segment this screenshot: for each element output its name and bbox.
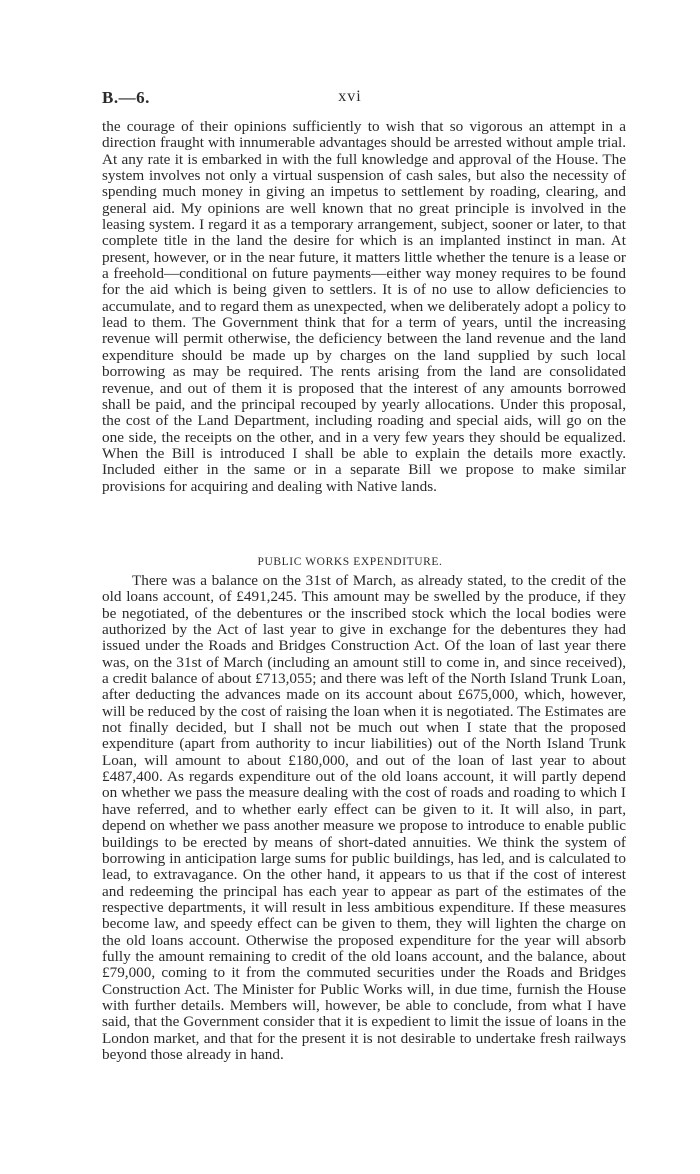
page-number: xvi (338, 88, 362, 105)
section-heading-public-works: PUBLIC WORKS EXPENDITURE. (257, 556, 443, 568)
paragraph-public-works: There was a balance on the 31st of March, as already stated, to the credit of the old loans account, of £491,245. This amount may be swelled by the produce, if they be negotiated, of the debentures or the inscribed stock which the local bodies were authorized by the Act of last year to give in exchange for the debentures they had issued under the Roads and Bridges Construction Act. Of the loan of last year there was, on the 31st of March (including an amount still to come in, and since received), a credit balance of about £713,055; and there was left of the North Island Trunk Loan, after deducting the advances made on its account about £675,000, which, however, will be reduced by the cost of raising the loan when it is negotiated. The Estimates are not finally decided, but I shall not be much out when I state that the proposed expenditure (apart from authority to incur liabilities) out of the North Island Trunk Loan, will amount to about £180,000, and out of the loan of last year to about £487,400. As regards expenditure out of the old loans account, it will partly depend on whether we pass the measure dealing with the cost of roads and roading to which I have referred, and to whether early effect can be given to it. It will also, in part, depend on whether we pass another measure we propose to introduce to enable public buildings to be erected by means of short-dated annuities. We think the system of borrowing in anticipation large sums for public buildings, has led, and is calculated to lead, to extravagance. On the other hand, it appears to us that if the cost of interest and redeeming the principal has each year to appear as part of the estimates of the respective departments, it will result in less ambitious expenditure. If these measures become law, and speedy effect can be given to them, they will lighten the charge on the old loans account. Otherwise the proposed expenditure for the year will absorb fully the amount remaining to credit of the old loans account, and the balance, about £79,000, coming to it from the commuted securities under the Roads and Bridges Construction Act. The Minister for Public Works will, in due time, furnish the House with further details. Members will, however, be able to conclude, from what I have said, that the Government consider that it is expedient to limit the issue of loans in the London market, and that for the present it is not desirable to undertake fresh railways beyond those already in hand. (102, 572, 626, 1063)
paragraph-leasing-system: the courage of their opinions sufficiently to wish that so vigorous an attempt in a direction fraught with innumerable advantages should be arrested without ample trial. At any rate it is embarked in with the full knowledge and approval of the House. The system involves not only a virtual suspension of cash sales, but also the necessity of spending much money in giving an impetus to settlement by roading, clearing, and general aid. My opinions are well known that no great principle is involved in the leasing system. I regard it as a temporary arrangement, subject, sooner or later, to that complete title in the land the desire for which is an implanted instinct in man. At present, however, or in the near future, it matters little whether the tenure is a lease or a freehold—conditional on future payments—either way money requires to be found for the aid which is being given to settlers. It is of no use to allow deficiencies to accumulate, and to regard them as unexpected, when we deliberately adopt a policy to lead to them. The Government think that for a term of years, until the increasing revenue will permit otherwise, the deficiency between the land revenue and the land expenditure should be made up by charges on the land supplied by such local borrowing as may be required. The rents arising from the land are consolidated revenue, and out of them it is proposed that the interest of any amounts borrowed shall be paid, and the principal recouped by yearly allocations. Under this proposal, the cost of the Land Department, including roading and special aids, will go on the one side, the receipts on the other, and in a very few years they should be equalized. When the Bill is introduced I shall be able to explain the details more exactly. Included either in the same or in a separate Bill we propose to make similar provisions for acquiring and dealing with Native lands. (102, 118, 626, 495)
document-reference: B.—6. (102, 88, 150, 107)
